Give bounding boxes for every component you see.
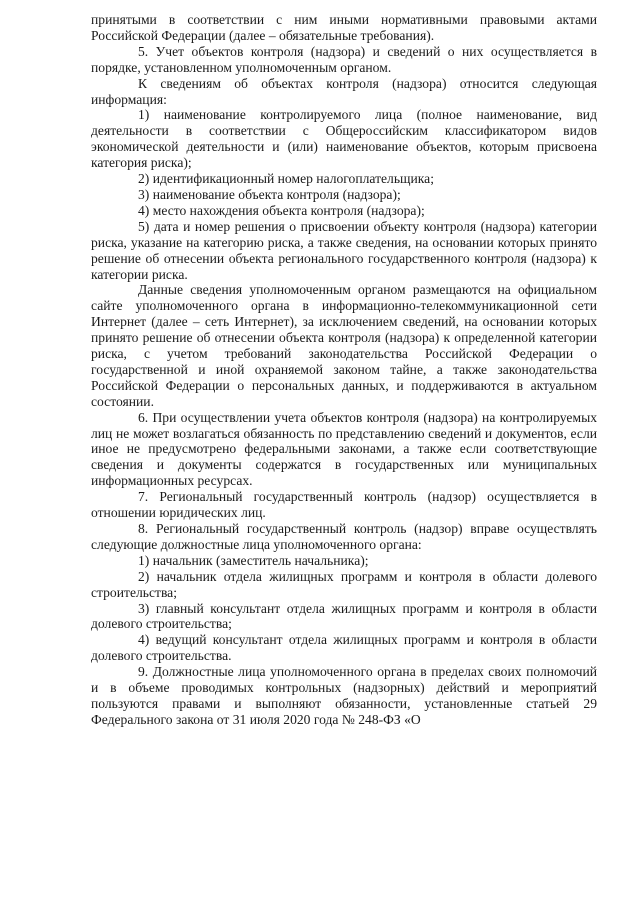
list-item-2: 2) идентификационный номер налогоплательщика; xyxy=(138,171,434,187)
document-body xyxy=(91,12,597,728)
paragraph-item-8: 8. Региональный государственный контроль (надзор) вправе осуществлять следующие должностные лица уполномоченного органа: xyxy=(91,521,597,552)
paragraph-continuation: принятыми в соответствии с ним иными нормативными правовыми актами Российской Федерации (далее – обязательные требования). xyxy=(91,12,597,43)
paragraph-item-7: 7. Региональный государственный контроль (надзор) осуществляется в отношении юридических лиц. xyxy=(91,489,597,521)
official-item-1: 1) начальник (заместитель начальника); xyxy=(138,552,369,568)
list-item-5: 5) дата и номер решения о присвоении объекту контроля (надзора) категории риска, указание на категорию риска, а также сведения, на основании которых принято решение об отнесении объекта регионального государственного контроля (надзора) к категории риска. xyxy=(91,218,597,282)
paragraph-item-5: 5. Учет объектов контроля (надзора) и сведений о них осуществляется в порядке, установленном уполномоченным органом. xyxy=(91,43,597,75)
paragraph-publication: Данные сведения уполномоченным органом размещаются на официальном сайте уполномоченного органа в информационно-телекоммуникационной сети Интернет (далее – сеть Интернет), за исключением сведений, на основании которых принято решение об отнесении объекта контроля (надзора) к определенной категории риска, с учетом требований законодательства Российской Федерации о государственной и иной охраняемой законом тайне, а также законодательства Российской Федерации о персональных данных, и поддерживаются в актуальном состоянии. xyxy=(91,282,597,409)
official-item-4: 4) ведущий консультант отдела жилищных программ и контроля в области долевого строительства. xyxy=(91,632,597,664)
list-item-1: 1) наименование контролируемого лица (полное наименование, вид деятельности в соответствии с Общероссийским классификатором видов экономической деятельности и (или) наименование объектов, которым присвоена категория риска); xyxy=(91,107,597,171)
list-item-4: 4) место нахождения объекта контроля (надзора); xyxy=(138,202,425,218)
paragraph-info-intro: К сведениям об объектах контроля (надзора) относится следующая информация: xyxy=(91,75,597,107)
official-item-3: 3) главный консультант отдела жилищных программ и контроля в области долевого строительства; xyxy=(91,600,597,632)
official-item-2: 2) начальник отдела жилищных программ и контроля в области долевого строительства; xyxy=(91,568,597,600)
list-item-3: 3) наименование объекта контроля (надзора); xyxy=(138,186,401,202)
paragraph-item-6: 6. При осуществлении учета объектов контроля (надзора) на контролируемых лиц не может возлагаться обязанность по представлению сведений и документов, если иное не предусмотрено федеральными законами, а также если соответствующие сведения и документы содержатся в государственных или муниципальных информационных ресурсах. xyxy=(91,409,597,489)
paragraph-item-9: 9. Должностные лица уполномоченного органа в пределах своих полномочий и в объеме проводимых контрольных (надзорных) действий и мероприятий пользуются правами и выполняют обязанности, установленные статьей 29 Федерального закона от 31 июля 2020 года № 248-ФЗ «О xyxy=(91,664,597,727)
